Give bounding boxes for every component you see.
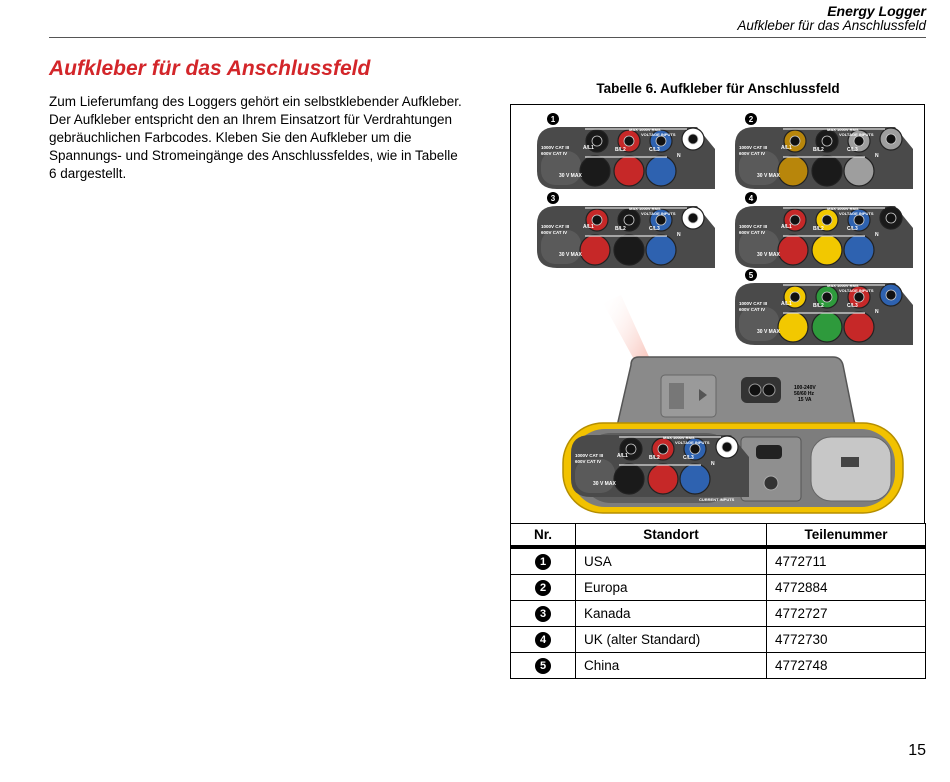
header-divider <box>49 37 926 38</box>
table-row <box>511 547 926 575</box>
power-rating-1: 100-240V <box>794 385 816 391</box>
max-voltage-label: 30 V MAX <box>593 481 616 487</box>
current-terminal-marker <box>812 156 842 186</box>
cat-rating-label: 1000V CAT III <box>739 301 768 306</box>
sticker-figure <box>510 104 925 523</box>
phase-c-label: C/L3 <box>649 226 660 232</box>
current-inputs-label: CURRENT INPUTS <box>863 268 899 273</box>
parts-table <box>510 523 926 679</box>
max-rating-label: MAX 1000V RMS <box>629 206 661 211</box>
table-header-row <box>511 524 926 548</box>
current-terminal-marker <box>680 464 710 494</box>
cat-rating-label: 600V CAT IV <box>739 307 766 312</box>
connector-sticker <box>537 192 715 273</box>
location-cell: UK (alter Standard) <box>576 627 767 653</box>
current-terminal-marker <box>844 235 874 265</box>
neutral-label: N <box>875 232 879 238</box>
cat-rating-label: 600V CAT IV <box>739 151 766 156</box>
current-terminal-marker <box>614 235 644 265</box>
phase-a-label: A/L1 <box>781 224 792 230</box>
header-nr: Nr. <box>511 524 576 548</box>
neutral-label: N <box>711 461 715 467</box>
connector-sticker <box>571 435 749 502</box>
current-terminal-marker <box>614 156 644 186</box>
phase-a-label: A/L1 <box>781 145 792 151</box>
phase-c-label: C/L3 <box>847 147 858 153</box>
phase-c-label: C/L3 <box>683 455 694 461</box>
current-inputs-label: CURRENT INPUTS <box>665 189 701 194</box>
part-number-cell: 4772884 <box>767 575 926 601</box>
voltage-inputs-label: VOLTAGE INPUTS <box>839 211 874 216</box>
row-number-badge: 4 <box>535 632 551 648</box>
max-voltage-label: 30 V MAX <box>757 252 780 258</box>
section-heading: Aufkleber für das Anschlussfeld <box>49 57 371 80</box>
cat-rating-label: 1000V CAT III <box>541 145 570 150</box>
voltage-inputs-label: VOLTAGE INPUTS <box>839 288 874 293</box>
current-terminal-marker <box>580 235 610 265</box>
max-rating-label: MAX 1000V RMS <box>827 283 859 288</box>
max-rating-label: MAX 1000V RMS <box>827 206 859 211</box>
row-number-cell <box>511 547 576 575</box>
phase-b-label: B/L2 <box>813 147 824 153</box>
neutral-label: N <box>677 232 681 238</box>
current-terminal-marker <box>812 312 842 342</box>
phase-b-label: B/L2 <box>615 147 626 153</box>
voltage-inputs-label: VOLTAGE INPUTS <box>839 132 874 137</box>
sticker-number: 2 <box>748 115 754 124</box>
section-body-text: Zum Lieferumfang des Loggers gehört ein selbstklebender Aufkleber. Der Aufkleber entspricht den an Ihrem Einsatzort für Verdrahtungen gebräuchlichen Farbcodes. Kleben Sie den Aufkleber um die Spannungs- und Stromeingänge des Anschlussfeldes, wie in Tabelle 6 dargestellt. <box>49 94 462 181</box>
sticker-number: 3 <box>550 194 556 203</box>
current-inputs-label: CURRENT INPUTS <box>665 268 701 273</box>
sticker-number: 5 <box>748 271 754 280</box>
neutral-label: N <box>875 309 879 315</box>
row-number-cell <box>511 627 576 653</box>
sticker-number: 4 <box>748 194 754 203</box>
row-number-badge: 3 <box>535 606 551 622</box>
current-inputs-label: CURRENT INPUTS <box>699 497 735 502</box>
part-number-cell: 4772711 <box>767 547 926 575</box>
current-inputs-label: CURRENT INPUTS <box>863 345 899 350</box>
max-voltage-label: 30 V MAX <box>757 173 780 179</box>
current-terminal-marker <box>778 312 808 342</box>
cat-rating-label: 600V CAT IV <box>575 459 602 464</box>
page-number: 15 <box>908 742 926 759</box>
document-title: Energy Logger <box>827 3 926 19</box>
document-subtitle: Aufkleber für das Anschlussfeld <box>737 18 926 33</box>
current-terminal-marker <box>614 464 644 494</box>
power-rating-2: 50/60 Hz <box>794 391 815 397</box>
current-terminal-marker <box>646 156 676 186</box>
cat-rating-label: 1000V CAT III <box>739 224 768 229</box>
current-terminal-marker <box>778 235 808 265</box>
sticker-number: 1 <box>550 115 556 124</box>
row-number-badge: 2 <box>535 580 551 596</box>
header-location: Standort <box>576 524 767 548</box>
cat-rating-label: 1000V CAT III <box>541 224 570 229</box>
current-inputs-label: CURRENT INPUTS <box>863 189 899 194</box>
phase-a-label: A/L1 <box>583 145 594 151</box>
row-number-badge: 5 <box>535 658 551 674</box>
neutral-label: N <box>677 153 681 159</box>
connector-sticker <box>735 192 913 273</box>
location-cell: China <box>576 653 767 679</box>
phase-a-label: A/L1 <box>781 301 792 307</box>
phase-b-label: B/L2 <box>615 226 626 232</box>
current-terminal-marker <box>580 156 610 186</box>
phase-b-label: B/L2 <box>813 303 824 309</box>
location-cell: USA <box>576 547 767 575</box>
phase-a-label: A/L1 <box>583 224 594 230</box>
header-part-number: Teilenummer <box>767 524 926 548</box>
connector-sticker <box>537 113 715 194</box>
cat-rating-label: 1000V CAT III <box>575 453 604 458</box>
sticker-illustration <box>511 105 924 524</box>
power-rating-3: 15 VA <box>798 397 812 403</box>
max-voltage-label: 30 V MAX <box>559 252 582 258</box>
current-terminal-marker <box>646 235 676 265</box>
connector-sticker <box>735 269 913 350</box>
current-terminal-marker <box>778 156 808 186</box>
current-terminal-marker <box>844 312 874 342</box>
current-terminal-marker <box>812 235 842 265</box>
current-terminal-marker <box>648 464 678 494</box>
phase-a-label: A/L1 <box>617 453 628 459</box>
max-rating-label: MAX 1000V RMS <box>663 435 695 440</box>
table-caption: Tabelle 6. Aufkleber für Anschlussfeld <box>596 81 840 96</box>
cat-rating-label: 600V CAT IV <box>541 230 568 235</box>
phase-b-label: B/L2 <box>813 226 824 232</box>
part-number-cell: 4772730 <box>767 627 926 653</box>
max-voltage-label: 30 V MAX <box>559 173 582 179</box>
table-row <box>511 601 926 627</box>
max-voltage-label: 30 V MAX <box>757 329 780 335</box>
current-terminal-marker <box>844 156 874 186</box>
cat-rating-label: 600V CAT IV <box>541 151 568 156</box>
row-number-badge: 1 <box>535 554 551 570</box>
location-cell: Kanada <box>576 601 767 627</box>
voltage-inputs-label: VOLTAGE INPUTS <box>641 132 676 137</box>
connector-sticker <box>735 113 913 194</box>
row-number-cell <box>511 575 576 601</box>
table-row <box>511 653 926 679</box>
part-number-cell: 4772727 <box>767 601 926 627</box>
cat-rating-label: 1000V CAT III <box>739 145 768 150</box>
voltage-inputs-label: VOLTAGE INPUTS <box>675 440 710 445</box>
phase-b-label: B/L2 <box>649 455 660 461</box>
max-rating-label: MAX 1000V RMS <box>629 127 661 132</box>
voltage-inputs-label: VOLTAGE INPUTS <box>641 211 676 216</box>
table-row <box>511 575 926 601</box>
max-rating-label: MAX 1000V RMS <box>827 127 859 132</box>
part-number-cell: 4772748 <box>767 653 926 679</box>
row-number-cell <box>511 601 576 627</box>
phase-c-label: C/L3 <box>847 226 858 232</box>
phase-c-label: C/L3 <box>649 147 660 153</box>
phase-c-label: C/L3 <box>847 303 858 309</box>
cat-rating-label: 600V CAT IV <box>739 230 766 235</box>
neutral-label: N <box>875 153 879 159</box>
location-cell: Europa <box>576 575 767 601</box>
table-row <box>511 627 926 653</box>
row-number-cell <box>511 653 576 679</box>
